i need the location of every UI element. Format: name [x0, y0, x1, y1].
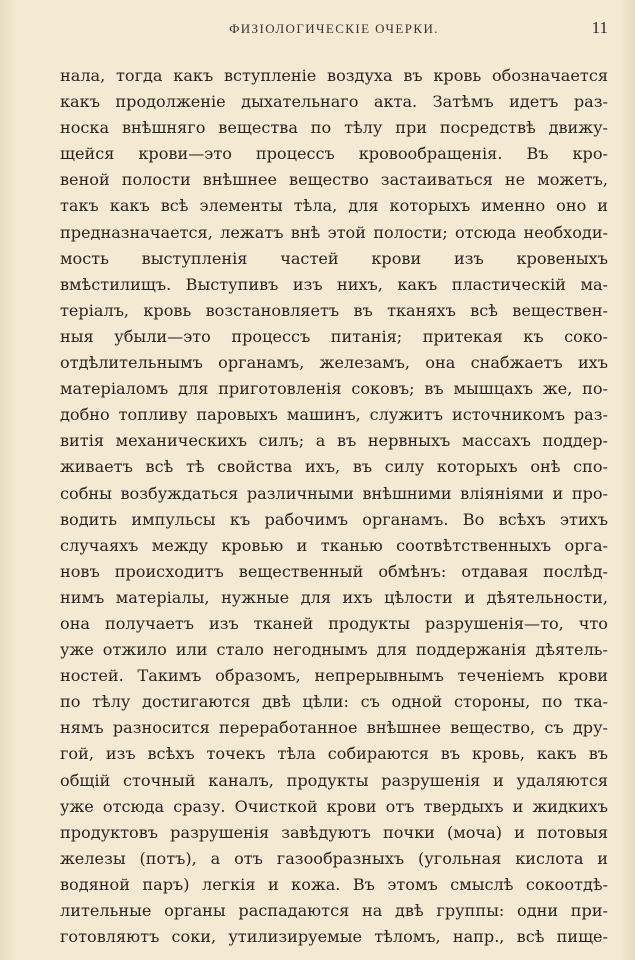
text-line: ныя убыли—это процессъ питанія; притекая къ соко-: [60, 326, 608, 346]
text-line: матеріаломъ для приготовленія соковъ; въ мышцахъ же, по-: [60, 379, 608, 399]
text-line: живаетъ всѣ тѣ свойства ихъ, въ силу которыхъ онѣ спо-: [60, 457, 608, 477]
text-line: собны возбуждаться различными внѣшними вліяніями и про-: [60, 483, 608, 503]
text-line: уже отсюда сразу. Очисткой крови отъ твердыхъ и жидкихъ: [60, 796, 608, 816]
text-line: готовляютъ соки, утилизируемые тѣломъ, напр., всѣ пище-: [60, 927, 608, 947]
text-line: уже отжило или стало негоднымъ для поддержанія дѣятель-: [60, 640, 608, 660]
text-line: лительные органы распадаются на двѣ группы: одни при-: [60, 901, 608, 920]
text-line: гой, изъ всѣхъ точекъ тѣла собираются въ кровь, какъ въ: [60, 744, 608, 764]
text-line: какъ продолженіе дыхательнаго акта. Затѣмъ идетъ раз-: [60, 92, 608, 112]
text-line: добно топливу паровыхъ машинъ, служитъ источникомъ раз-: [60, 405, 608, 425]
text-line: по тѣлу достигаются двѣ цѣли: съ одной стороны, по тка-: [60, 692, 608, 712]
page-header: [60, 20, 608, 42]
text-line: мость выступленія частей крови изъ кровеныхъ: [60, 248, 608, 268]
text-line: продуктовъ разрушенія завѣдуютъ почки (моча) и потовыя: [60, 822, 608, 842]
text-line: водить импульсы къ рабочимъ органамъ. Во всѣхъ этихъ: [60, 509, 608, 529]
body-text: [60, 63, 608, 950]
text-line: нямъ разносится переработанное внѣшнее вещество, съ дру-: [60, 718, 608, 738]
text-line: общій сточный каналъ, продукты разрушенія и удаляются: [60, 770, 608, 790]
text-line: щейся крови—это процессъ кровообращенія. Въ кро-: [60, 144, 608, 164]
text-line: теріалъ, кровь возстановляетъ въ тканяхъ всѣ веществен-: [60, 300, 608, 320]
text-line: она получаетъ изъ тканей продукты разрушенія—то, что: [60, 613, 608, 633]
text-line: нала, тогда какъ вступленіе воздуха въ кровь обозначается: [60, 66, 608, 85]
text-line: нимъ матеріалы, нужные для ихъ цѣлости и дѣятельности,: [60, 587, 608, 607]
text-line: случаяхъ между кровью и тканью соотвѣтственныхъ орга-: [60, 535, 608, 555]
text-line: носка внѣшняго вещества по тѣлу при посредствѣ движу-: [60, 118, 608, 138]
text-line: предназначается, лежатъ внѣ этой полости; отсюда необходи-: [60, 222, 608, 242]
text-line: вмѣстилищъ. Выступивъ изъ нихъ, какъ пластическій ма-: [60, 274, 608, 294]
text-line: новъ происходитъ вещественный обмѣнъ: отдавая послѣд-: [60, 561, 608, 581]
running-title: ФИЗІОЛОГИЧЕСКІЕ ОЧЕРКИ.: [229, 21, 439, 36]
text-line: отдѣлительнымъ органамъ, железамъ, она снабжаетъ ихъ: [60, 353, 608, 373]
text-line: водяной паръ) легкія и кожа. Въ этомъ смыслѣ сокоотдѣ-: [60, 874, 608, 894]
text-line: такъ какъ всѣ элементы тѣла, для которыхъ именно оно и: [60, 196, 608, 216]
text-line: витія механическихъ силъ; а въ нервныхъ массахъ поддер-: [60, 431, 608, 451]
text-line: ностей. Такимъ образомъ, непрерывнымъ теченіемъ крови: [60, 666, 608, 686]
text-line: железы (потъ), а отъ газообразныхъ (угольная кислота и: [60, 848, 608, 868]
page-number: 11: [591, 18, 608, 37]
text-line: веной полости внѣшнее вещество застаиваться не можетъ,: [60, 170, 608, 190]
